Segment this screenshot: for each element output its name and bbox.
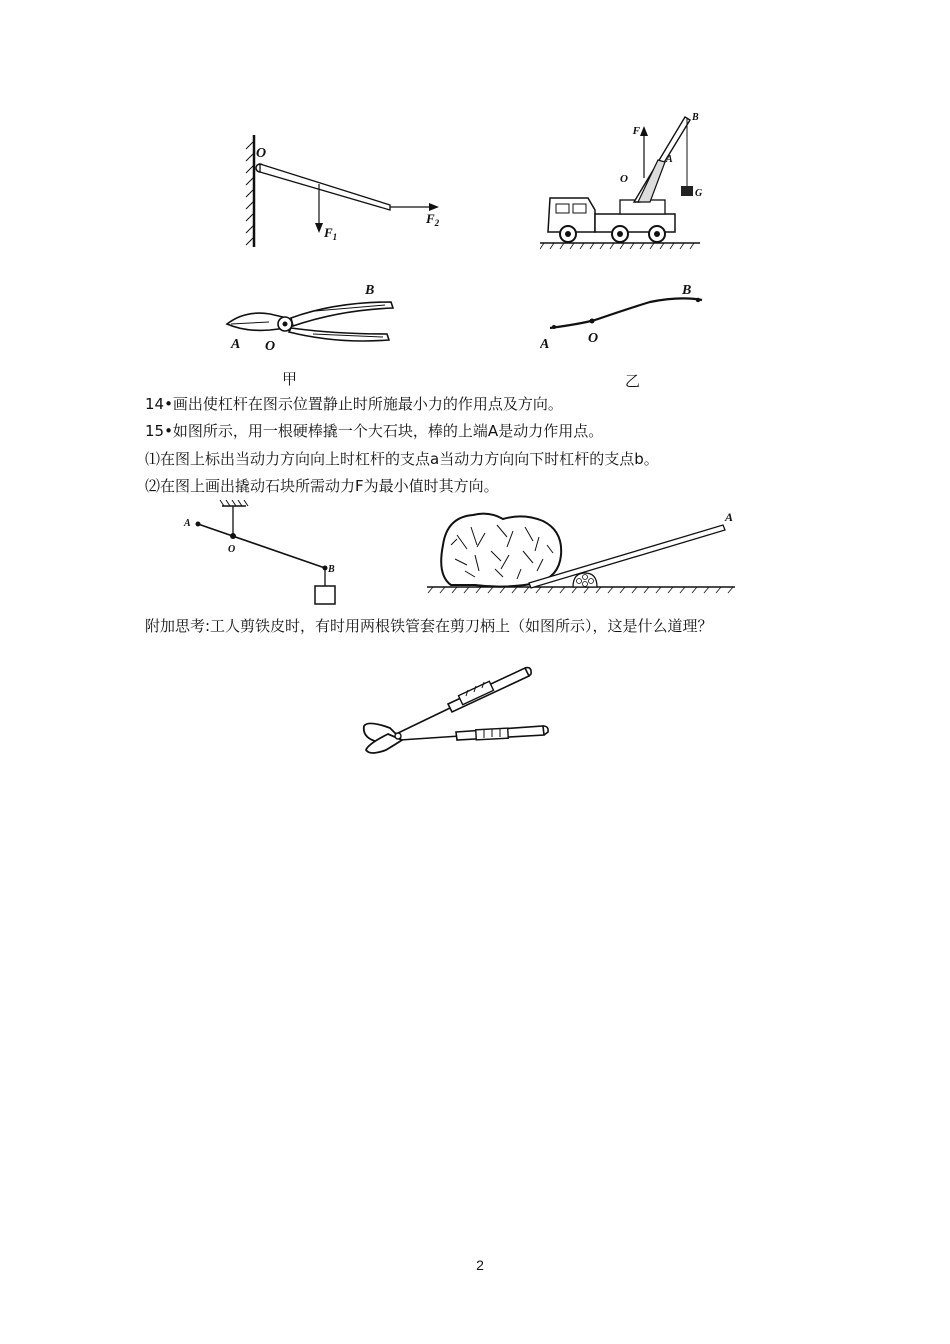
question-15: 15•如图所示，用一根硬棒撬一个大石块，棒的上端A是动力作用点。 [145,422,604,440]
hanging-lever-figure [180,500,350,610]
rod-label-B: B [682,283,692,298]
caption-yi: 乙 [625,372,641,390]
pliers-figure [225,278,405,353]
wall-lever-figure [240,135,450,250]
rod-label-O: O [588,331,599,346]
crane-label-O: O [620,173,628,185]
caption-jia: 甲 [282,370,298,388]
hang-label-B: B [328,564,335,575]
curved-rod-figure [540,280,710,350]
pliers-label-B: B [365,283,375,298]
hang-label-A: A [184,518,191,529]
label-F1: $F_1$ [324,225,338,242]
extra-question: 附加思考:工人剪铁皮时，有时用两根铁管套在剪刀柄上（如图所示），这是什么道理？ [145,617,713,635]
question-15-part-1: ⑴在图上标出当动力方向向上时杠杆的支点a当动力方向向下时杠杆的支点b。 [145,450,659,468]
crane-truck-figure [540,110,710,250]
label-F2: $F_2$ [426,211,440,228]
question-14: 14•画出使杠杆在图示位置静止时所施最小力的作用点及方向。 [145,395,563,413]
pliers-label-O: O [265,339,276,353]
crane-label-B: B [692,112,699,123]
crane-label-G: G [695,188,703,199]
rock-lever-figure [425,505,745,600]
label-O: O [256,146,267,161]
pliers-label-A: A [231,337,241,352]
page-number: 2 [476,1257,484,1273]
crane-label-F: F [632,125,640,137]
question-15-part-2: ⑵在图上画出撬动石块所需动力F为最小值时其方向。 [145,477,499,495]
crane-label-A: A [666,154,673,165]
rock-label-A: A [725,510,734,524]
rod-label-A: A [540,337,550,350]
shears-figure [360,662,555,762]
hang-label-O: O [228,544,236,555]
